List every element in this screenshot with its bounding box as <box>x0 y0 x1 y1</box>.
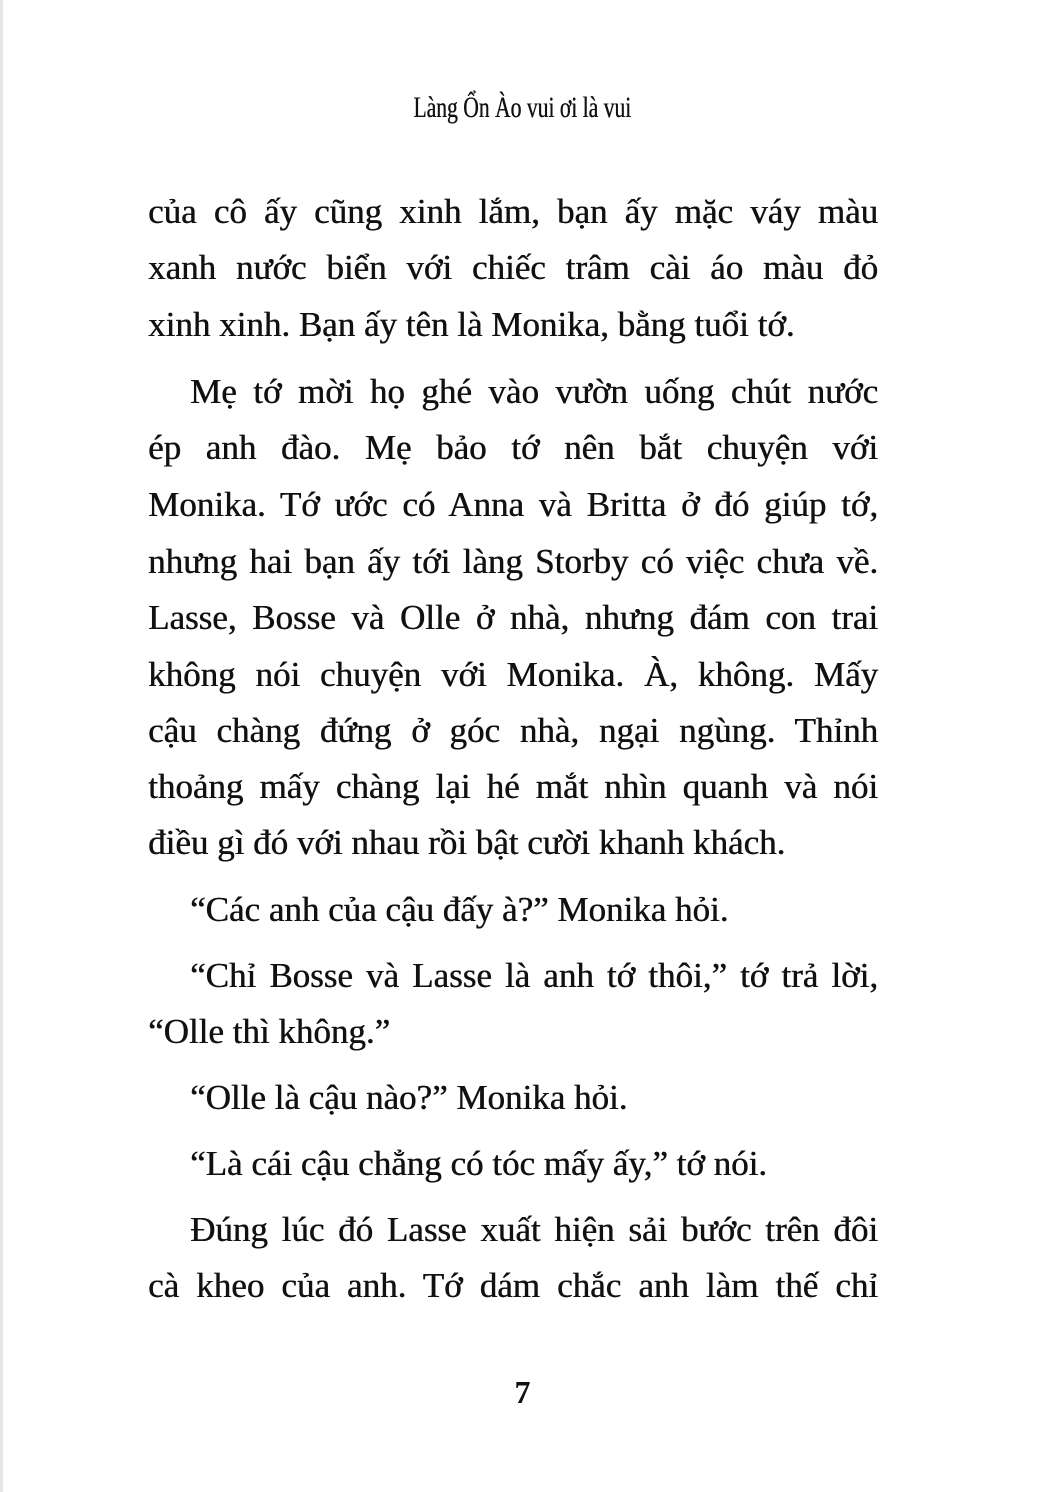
text-line: nhưng hai bạn ấy tới làng Storby có việc chưa về. <box>148 542 878 581</box>
text-line: xinh xinh. Bạn ấy tên là Monika, bằng tuổi tớ. <box>148 305 795 344</box>
text-line: “Là cái cậu chẳng có tóc mấy ấy,” tớ nói. <box>190 1144 767 1183</box>
text-line: điều gì đó với nhau rồi bật cười khanh khách. <box>148 823 786 862</box>
text-line: cậu chàng đứng ở góc nhà, ngại ngùng. Thỉnh <box>148 711 878 750</box>
page-number: 7 <box>514 1374 531 1410</box>
text-line: “Olle là cậu nào?” Monika hỏi. <box>190 1078 628 1117</box>
text-line: thoảng mấy chàng lại hé mắt nhìn quanh và nói <box>148 767 878 806</box>
text-line: của cô ấy cũng xinh lắm, bạn ấy mặc váy màu <box>148 192 878 231</box>
text-line: xanh nước biển với chiếc trâm cài áo màu đỏ <box>148 248 878 287</box>
text-line: Đúng lúc đó Lasse xuất hiện sải bước trên đôi <box>190 1210 878 1249</box>
text-line: “Chỉ Bosse và Lasse là anh tớ thôi,” tớ trả lời, <box>190 956 878 995</box>
running-head-text: Làng Ổn Ào vui ơi là vui <box>413 91 632 124</box>
text-line: ép anh đào. Mẹ bảo tớ nên bắt chuyện với <box>148 428 878 467</box>
text-line: Lasse, Bosse và Olle ở nhà, nhưng đám con trai <box>148 598 878 637</box>
text-line: “Olle thì không.” <box>148 1012 391 1051</box>
page-edge <box>0 0 3 1492</box>
text-line: “Các anh của cậu đấy à?” Monika hỏi. <box>190 890 729 929</box>
running-head <box>0 88 1045 128</box>
text-line: Mẹ tớ mời họ ghé vào vườn uống chút nước <box>190 372 878 411</box>
text-line: Monika. Tớ ước có Anna và Britta ở đó giúp tớ, <box>148 485 878 524</box>
text-line: cà kheo của anh. Tớ dám chắc anh làm thế chỉ <box>148 1266 878 1305</box>
text-line: không nói chuyện với Monika. À, không. Mấy <box>148 655 878 694</box>
